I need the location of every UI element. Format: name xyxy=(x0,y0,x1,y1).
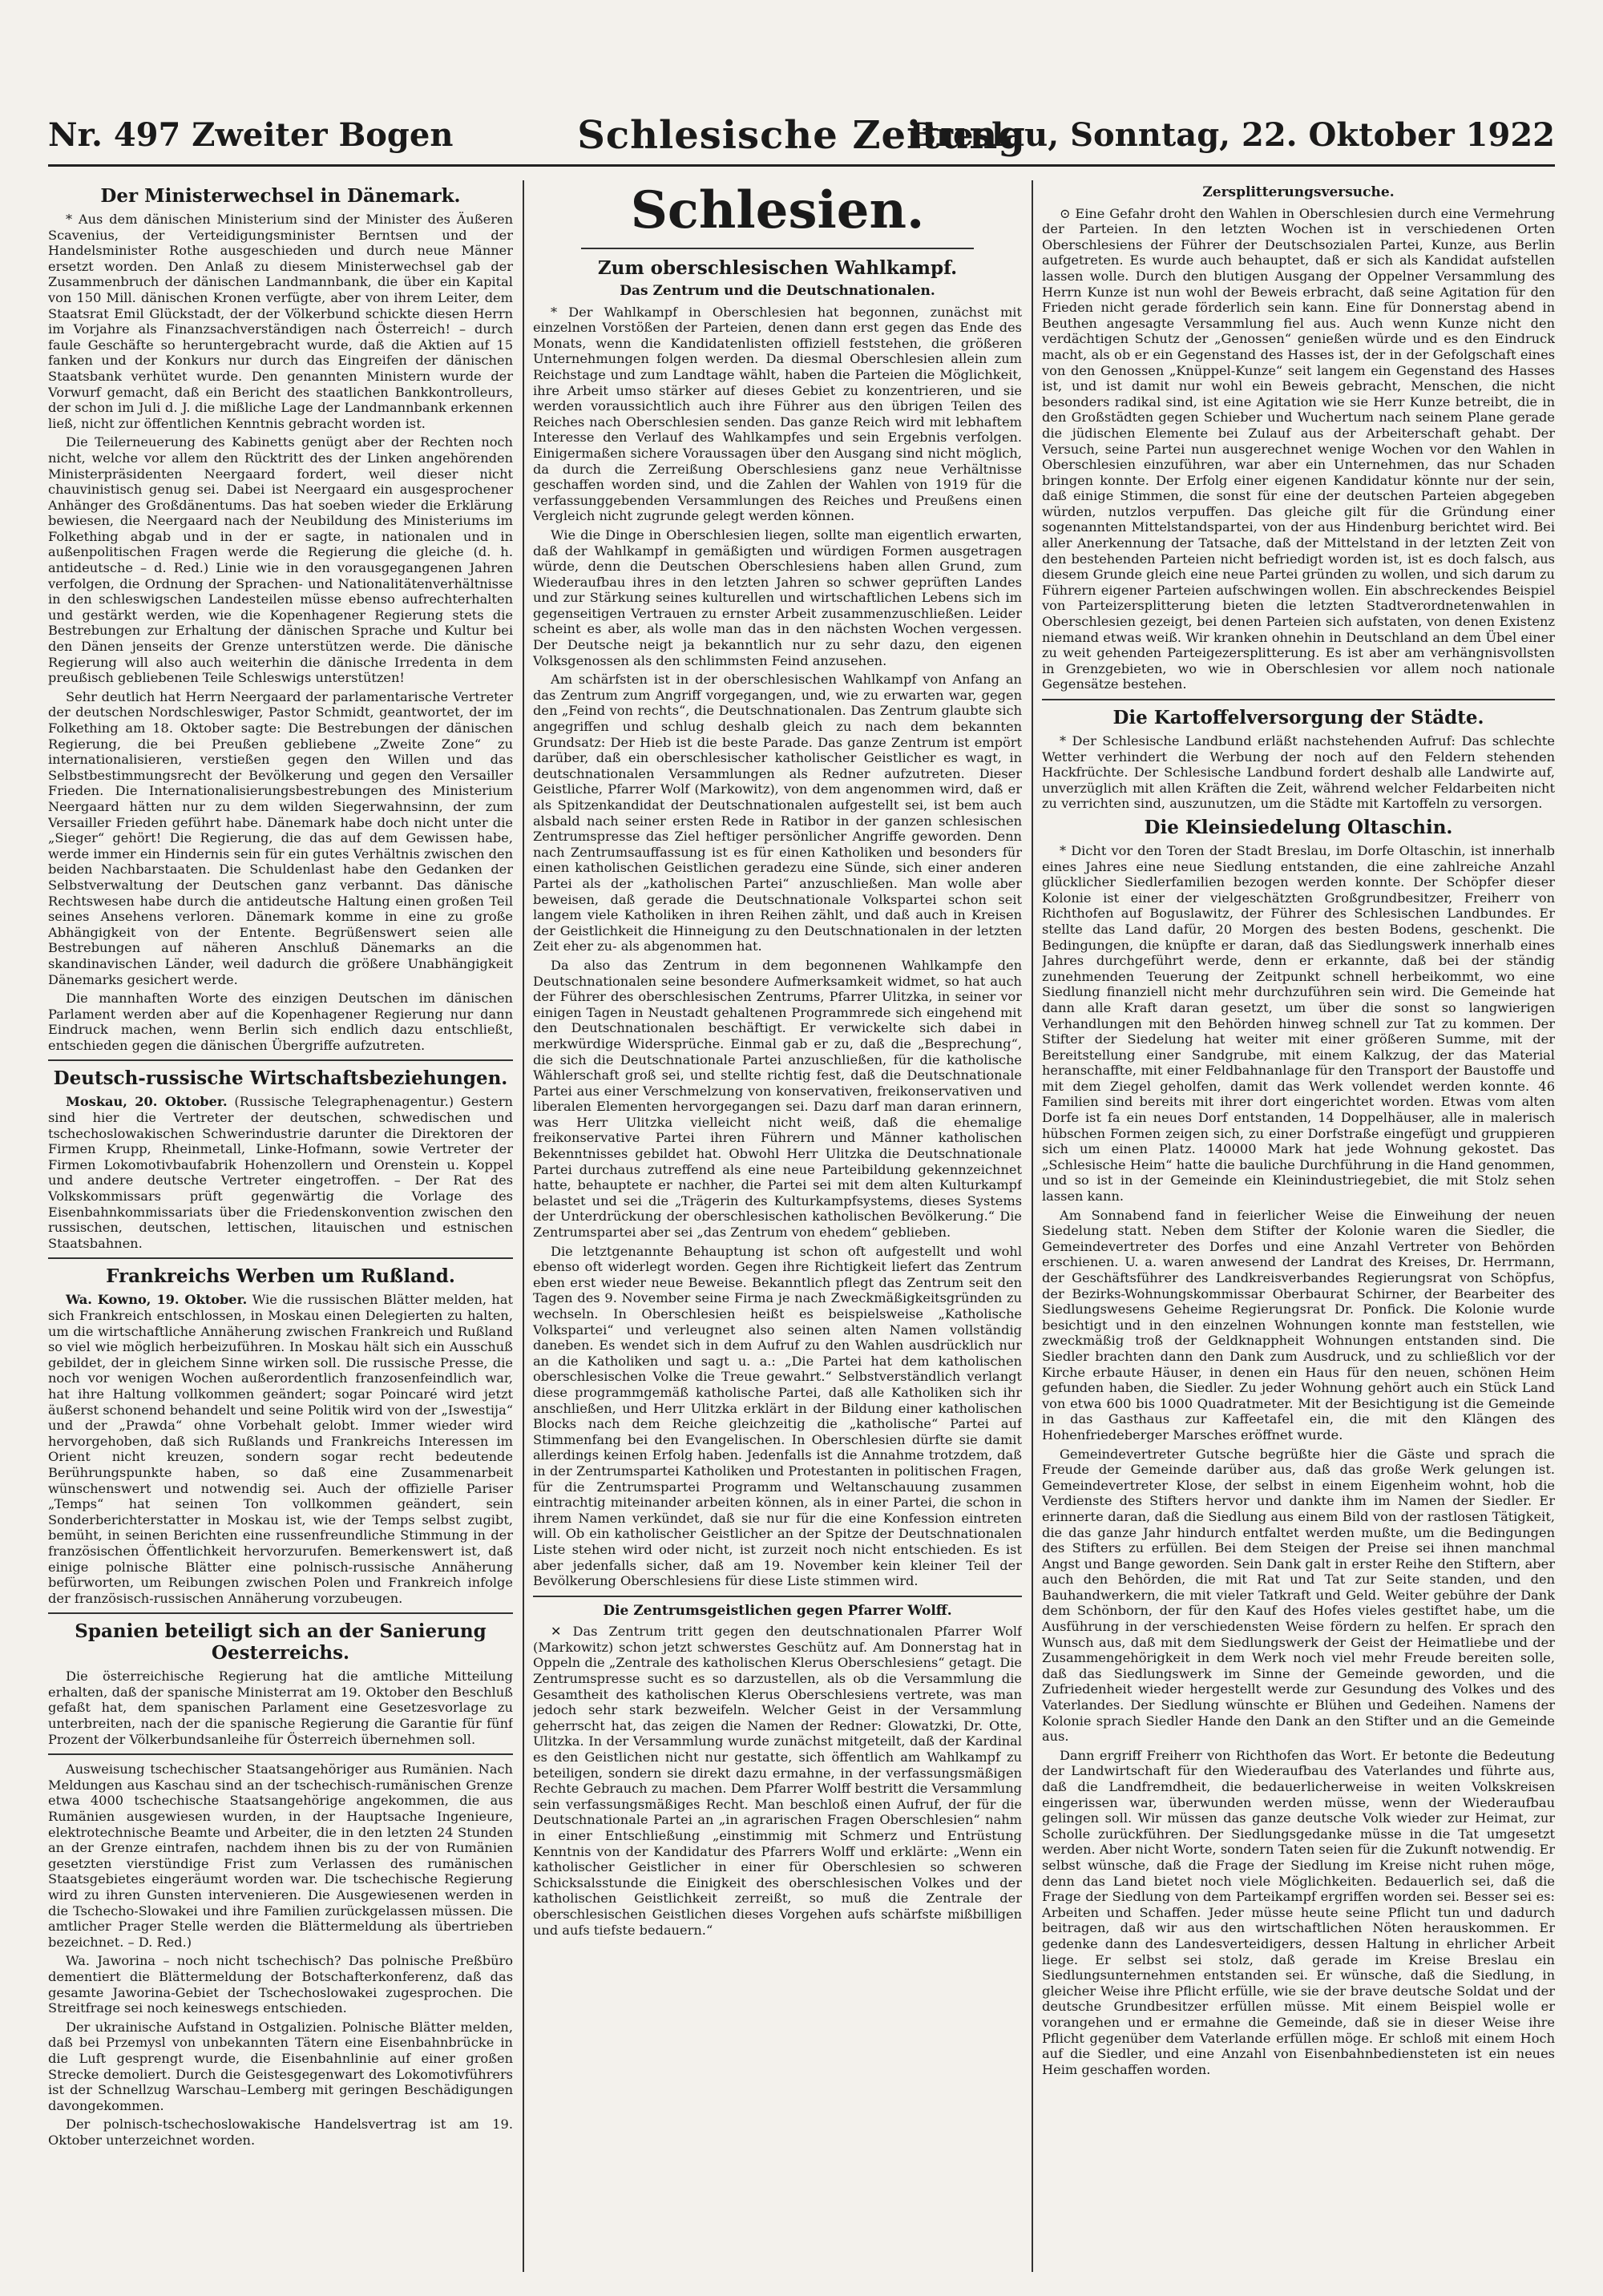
headline-zersplitterung: Zersplitterungsversuche. xyxy=(1202,184,1395,200)
headline-kartoffel: Die Kartoffelversorgung der Städte. xyxy=(1112,707,1484,728)
article-text: (Russische Telegraphenagentur.) Gestern sind hier die Vertreter der deutschen, schwedischen und tschechoslowakischen Schwerindustrie darunter die Direktoren der Firmen Krupp, Rheinmetall, Linke-Hofmann, sowie Vertreter der Firmen Lokomotivbaufabrik Hohenzollern und Orenstein u. Koppel und andere deutsche Vertreter eingetroffen. – Der Rat des Volkskommissars prüft gegenwärtig die Vorlage des Eisenbahnkommissariats über die Friedenskonvention zwischen den russischen, deutschen, lettischen, litauischen und estnischen Staatsbahnen. xyxy=(48,1094,513,1251)
article-paragraph: Sehr deutlich hat Herrn Neergaard der parlamentarische Vertreter der deutschen Nordschleswiger, Pastor Schmidt, geantwortet, der im Folkething am 18. Oktober sagte: Die Bestrebungen der dänischen Regierung, die bei Preußen gebliebene „Zweite Zone“ zu internationalisieren, verstießen gegen den Willen und das Selbstbestimmungsrecht der Bevölkerung und gegen den Versailler Frieden. Die Internationalisierungsbestrebungen des Ministerium Neergaard hätten nur zu dem wilden Siegerwahnsinn, der zum Versailler Frieden geführt habe. Dänemark habe doch nicht unter die „Sieger“ gehört! Die Regierung, die das auf dem Gewissen habe, werde immer ein Hindernis sein für ein gutes Verhältnis zwischen den beiden Nachbarstaaten. Die Schuldenlast habe den Gedanken der Selbstverwaltung der Deutschen ganz verbannt. Das dänische Rechtswesen habe durch die antideutsche Haltung einen großen Teil seines Ansehens verloren. Dänemark komme in eine zu große Abhängigkeit von der Entente. Begrüßenswert seien alle Bestrebungen auf näheren Anschluß Dänemarks an die skandinavischen Länder, weil dadurch die größere Unabhängigkeit Dänemarks gesichert werde. xyxy=(48,688,513,987)
news-item: Wa. Jaworina – noch nicht tschechisch? Das polnische Preßbüro dementiert die Blättermeldung der Botschafterkonferenz, daß das gesamte Jaworina-Gebiet der Tschechoslowakei zugesprochen. Die Streitfrage sei noch keineswegs entschieden. xyxy=(48,1953,513,2016)
subheadline-pfarrer-wolff: Die Zentrumsgeistlichen gegen Pfarrer Wolff. xyxy=(603,1602,952,1619)
news-item: Ausweisung tschechischer Staatsangehöriger aus Rumänien. Nach Meldungen aus Kaschau sind an der tschechisch-rumänischen Grenze etwa 4000 tschechische Staatsangehörige angekommen, die aus Rumänien ausgewiesen wurden, in der Hauptsache Ingenieure, elektrotechnische Beamte und Arbeiter, die in den letzten 24 Stunden an der Grenze eintrafen, nachdem ihnen bis zu der von Rumänien gesetzten vierstündige Frist zum Verlassen des rumänischen Staatsgebietes eingeräumt worden war. Die tschechische Regierung wird zu ihren Gunsten intervenieren. Die Ausgewiesenen werden in die Tschecho-Slowakei und ihre Familien zurückgelassen müssen. Die amtlicher Prager Stelle werden die Blättermeldung als übertrieben bezeichnet. – D. Red.) xyxy=(48,1761,513,1950)
newspaper-title: Schlesische Zeitung xyxy=(577,113,1026,158)
article-paragraph: Am Sonnabend fand in feierlicher Weise die Einweihung der neuen Siedelung statt. Neben dem Stifter der Kolonie waren die Siedler, die Gemeindevertreter des Dorfes und eine Anzahl Vertreter von Behörden erschienen. U. a. waren anwesend der Landrat des Kreises, Dr. Herrmann, der Geschäftsführer des Landkreisverbandes Regierungsrat von Schöpfus, der Bezirks-Wohnungskommissar Oberbaurat Schirner, der Bearbeiter des Siedlungswesens Geheime Regierungsrat Dr. Ponfick. Die Kolonie wurde besichtigt und in den einzelnen Wohnungen konnte man feststellen, wie zweckmäßig troß der Geldknappheit Wohnungen entstanden sind. Die Siedler brachten dann den Dank zum Ausdruck, und zu schließlich vor der Kirche erbaute Häuser, in denen ein Haus für den neuen, schönen Heim gefunden haben, die Siedler. Zu jeder Wohnung gehört auch ein Stück Land von etwa 600 bis 1000 Quadratmeter. Mit der Besichtigung ist die Gemeinde in das Gasthaus zur Kaffeetafel ein, die mit den Klängen des Hohenfriedeberger Marsches eröffnet wurde. xyxy=(1042,1207,1555,1443)
article-paragraph: Die letztgenannte Behauptung ist schon oft aufgestellt und wohl ebenso oft widerlegt worden. Gegen ihre Richtigkeit liefert das Zentrum eben erst wieder neue Beweise. Bekanntlich pflegt das Zentrum seit den Tagen des 9. November seine Firma je nach Zweckmäßigkeitsgründen zu wechseln. In Oberschlesien heißt es beispielsweise „Katholische Volkspartei“ und verleugnet also seinen alten Namen vollständig daneben. Es wendet sich in dem Aufruf zu den Wahlen ausdrücklich nur an die Katholiken und sagt u. a.: „Die Partei hat dem katholischen oberschlesischen Volke die Treue gewahrt.“ Selbstverständlich verlangt diese programmgemäß katholische Partei, daß alle Katholiken sich ihr anschließen, und Herr Ulitzka erklärt in der Bildung einer katholischen Blocks nach dem Reiche gleichzeitig die „katholische“ Partei auf Stimmenfang bei den Evangelischen. In Oberschlesien dürfte sie damit allerdings keinen Erfolg haben. Jedenfalls ist die Annahme trotzdem, daß in der Zentrumspartei Katholiken und Protestanten in politischen Fragen, für die Zentrumspartei Programm und Weltanschauung zusammen eintrachtig miteinander arbeiten können, als in einer Partei, die schon in ihrem Namen verkündet, daß sie nur für die eine Konfession eintreten will. Ob ein katholischer Geistlicher an der Spitze der Deutschnationalen Liste stehen wird oder nicht, ist zurzeit noch nicht entschieden. Es ist aber jedenfalls sicher, daß am 19. November kein kleiner Teil der Bevölkerung Oberschlesiens für diese Liste stimmen wird. xyxy=(533,1243,1022,1589)
headline-frankreich: Frankreichs Werben um Rußland. xyxy=(106,1265,455,1288)
article-text: Wie die russischen Blätter melden, hat sich Frankreich entschlossen, in Moskau einen Delegierten zu halten, um die wirtschaftliche Annäherung zwischen Frankreich und Rußland so viel wie möglich herbeizuführen. In Moskau hält sich ein Ausschuß gebildet, der in gleichem Sinne wirken soll. Die russische Presse, die noch vor wenigen Wochen außerordentlich franzosenfeindlich war, hat ihre Haltung vollkommen geändert; sogar Poincaré wird jetzt äußerst schonend behandelt und seine Politik wird von der „Iswestija“ und der „Prawda“ ohne Vorbehalt gelobt. Immer wieder wird hervorgehoben, daß sich Rußlands und Frankreichs Interessen im Orient nicht kreuzen, sondern sogar recht bedeutende Berührungspunkte haben, so daß eine Zusammenarbeit wünschenswert und notwendig sei. Auch der offizielle Pariser „Temps“ hat seinen Ton vollkommen geändert, sein Sonderberichterstatter in Moskau ist, wie der Temps selbst zugibt, bemüht, in seinen Berichten eine russenfreundliche Stimmung in der französischen Öffentlichkeit hervorzurufen. Bemerkenswert ist, daß einige polnische Blätter eine polnisch-russische Annäherung befürworten, um Reibungen zwischen Polen und Frankreich infolge der französisch-russischen Annäherung vorzubeugen. xyxy=(48,1292,513,1606)
article-paragraph: Dann ergriff Freiherr von Richthofen das Wort. Er betonte die Bedeutung der Landwirtschaft für den Wiederaufbau des Vaterlandes und führte aus, daß die Landfremdheit, die bedauerlicherweise in weiten Volkskreisen eingerissen war, überwunden werden müsse, wenn der Wiederaufbau gelingen soll. Wir müssen das ganze deutsche Volk wieder zur Heimat, zur Scholle zurückführen. Der Siedlungsgedanke müsse in die Tat umgesetzt werden. Aber nicht Worte, sondern Taten seien für die Zukunft notwendig. Er selbst wünsche, daß die Frage der Siedlung im Kreise nicht ruhen möge, denn das Land bietet noch viele Möglichkeiten. Bedauerlich sei, daß die Frage der Siedlung von dem Parteikampf ergriffen worden sei. Besser sei es: Arbeiten und Schaffen. Jeder müsse heute seine Pflicht tun und dadurch beitragen, daß wir aus den wirtschaftlichen Nöten herauskommen. Er gedenke dann des Landesverteidigers, dessen Haltung in ehrlicher Arbeit liege. Er selbst sei stolz, daß gerade im Kreise Breslau ein Siedlungsunternehmen entstanden sei. Er wünsche, daß die Siedlung, in gleicher Weise ihre Pflicht erfülle, wie sie der brave deutsche Soldat und der deutsche Grundbesitzer erfüllen müsse. Mit einem Beispiel wolle er vorangehen und er ermahne die Gemeinde, daß sie in dieser Weise ihre Pflicht gegenüber dem Vaterlande erfüllen möge. Er schloß mit einem Hoch auf die Siedler, und eine Anzahl von Eisenbahnbediensteten ist ein neues Heim geschaffen worden. xyxy=(1042,1747,1555,2077)
article-paragraph: Wie die Dinge in Oberschlesien liegen, sollte man eigentlich erwarten, daß der Wahlkampf in gemäßigten und würdigen Formen ausgetragen würde, denn die Deutschen Oberschlesiens haben allen Grund, zum Wiederaufbau ihres in den letzten Jahren so schwer geprüften Landes und zur Stärkung seines kulturellen und wirtschaftlichen Lebens sich im gegenseitigen Vertrauen zu ernster Arbeit zusammenzuschließen. Leider scheint es aber, als wolle man das in den nächsten Wochen vergessen. Der Deutsche neigt ja bekanntlich nur zu sehr dazu, den eigenen Volksgenossen als den schlimmsten Feind anzusehen. xyxy=(533,527,1022,668)
column-rule xyxy=(523,180,524,2272)
article-paragraph: Die Teilerneuerung des Kabinetts genügt aber der Rechten noch nicht, welche vor allem den Rücktritt des der Linken angehörenden Ministerpräsidenten Neergaard fordert, weil dieser nicht chauvinistisch genug sei. Dabei ist Neergaard ein ausgesprochener Anhänger des Großdänentums. Das hat soeben wieder die Erklärung bewiesen, die Neergaard nach der Neubildung des Ministeriums im Folkething abgab und in der er sagte, in nationalen und in außenpolitischen Fragen werde die Regierung die gleiche (d. h. antideutsche – d. Red.) Linie wie in den vorausgegangenen Jahren verfolgen, die Ordnung der Sprachen- und Nationalitätenverhältnisse in den schleswigschen Landesteilen müsse ebenso aufrechterhalten und gestärkt werden, wie die Kopenhagener Regierung stets die Bestrebungen zur Erhaltung der dänischen Sprache und Kultur bei den Dänen jenseits der Grenze unterstützen werde. Die dänische Regierung will also auch weiterhin die dänische Irredenta in dem preußisch gebliebenen Teile Schleswigs unterstützen! xyxy=(48,434,513,686)
issue-number: Nr. 497 Zweiter Bogen xyxy=(48,116,454,154)
news-item: Der polnisch-tschechoslowakische Handelsvertrag ist am 19. Oktober unterzeichnet worden. xyxy=(48,2116,513,2148)
masthead xyxy=(48,113,1555,167)
dateline: Breslau, Sonntag, 22. Oktober 1922 xyxy=(909,116,1555,154)
article-divider xyxy=(48,1753,513,1755)
article-paragraph: * Aus dem dänischen Ministerium sind der Minister des Äußeren Scavenius, der Verteidigungsminister Berntsen und der Handelsminister Rothe ausgeschieden und durch neue Männer ersetzt worden. Den Anlaß zu diesem Ministerwechsel gab der Zusammenbruch der dänischen Landmannbank, die über ein Kapital von 150 Mill. dänischen Kronen verfügte, aber von ihrem Leiter, dem Staatsrat Emil Glückstadt, der der Völkerbund schickte diesen Herrn im Vorjahre als Finanzsachverständigen nach Österreich! – durch faule Geschäfte so heruntergebracht wurde, daß die Aktien auf 15 fanken und der Konkurs nur durch das Eingreifen der dänischen Staatsbank verhütet wurde. Den genannten Ministern wurde der Vorwurf gemacht, daß ein Bericht des staatlichen Bankkontrolleurs, der schon im Juli d. J. die mißliche Lage der Landmannbank erkennen ließ, nicht zur öffentlichen Kenntnis gebracht worden ist. xyxy=(48,212,513,431)
article-paragraph: ⊙ Eine Gefahr droht den Wahlen in Oberschlesien durch eine Vermehrung der Parteien. In den letzten Wochen ist in verschiedenen Orten Oberschlesiens der Führer der Deutschsozialen Partei, Kunze, aus Berlin aufgetreten. Es wurde auch behauptet, daß er sich als Kandidat aufstellen lassen wolle. Durch den blutigen Ausgang der Oppelner Versammlung des Herrn Kunze ist nun wohl der Beweis erbracht, daß seine Agitation für den Frieden nicht gerade förderlich sein kann. Eine für Donnerstag abend in Beuthen angesagte Versammlung fiel aus. Auch wenn Kunze nicht den verdächtigen Schutz der „Genossen“ genießen würde und es den Eindruck macht, als ob er ein Gegenstand des Hasses ist, der in der Gefolgschaft eines von den Genossen „Knüppel-Kunze“ seit langem ein Gegenstand des Hasses ist, und ist damit nur wohl ein Beweis gebracht, Menschen, die nicht besonders radikal sind, ist eine Agitation wie sie Herr Kunze betreibt, die in den Großstädten gegen Schieber und Wuchertum nach seinem Plane gerade die jüdischen Elemente bei Zulauf aus der Arbeiterschaft gehabt. Der Versuch, seine Partei nun ausgerechnet wenige Wochen vor den Wahlen in Oberschlesien einzuführen, war aber ein Unternehmen, das nur Schaden bringen konnte. Der Erfolg einer eigenen Kandidatur könnte nur der sein, daß einige Stimmen, die sonst für eine der deutschen Parteien abgegeben würden, nutzlos verpuffen. Das gleiche gilt für die Gründung einer sogenannten Mittelstandspartei, von der aus Hindenburg berichtet wird. Bei aller Anerkennung der Tatsache, daß der Mittelstand in der letzten Zeit von den bestehenden Parteien nicht befriedigt worden ist, ist es doch falsch, aus diesem Grunde gleich eine neue Partei gründen zu wollen, und sich darum zu Führern eigener Parteien aufschwingen wollen. Ein abschreckendes Beispiel von Parteizersplitterung bieten die letzten Stadtverordnetenwahlen in Oberschlesien gezeigt, bei denen Parteien sich aufstaten, von denen Existenz niemand etwas weiß. Wir kranken ohnehin in Deutschland an dem Übel einer zu weit gehenden Parteigezersplitterung. Es ist aber am verhängnisvollsten in Grenzgebieten, wo wie in Oberschlesien vor allem noch nationale Gegensätze bestehen. xyxy=(1042,205,1555,692)
column-rule xyxy=(1032,180,1033,2272)
article-divider xyxy=(48,1257,513,1259)
column-middle xyxy=(533,180,1022,2272)
article-divider xyxy=(48,1059,513,1061)
headline-deutsch-russisch: Deutsch-russische Wirtschaftsbeziehungen. xyxy=(53,1067,508,1090)
article-paragraph: Da also das Zentrum in dem begonnenen Wahlkampfe den Deutschnationalen seine besondere Aufmerksamkeit widmet, so hat auch der Führer des oberschlesischen Zentrums, Pfarrer Ulitzka, in seiner vor einigen Tagen in Neustadt gehaltenen Programmrede sich eingehend mit den Deutschnationalen beschäftigt. Er verwickelte sich dabei in merkwürdige Widersprüche. Einmal gab er zu, daß die „Besprechung“, die sich die Deutschnationale Partei anzuschließen, für die katholische Wählerschaft groß sei, und stellte richtig fest, daß die Deutschnationale Partei aus einer Verschmelzung von konservativen, freikonservativen und liberalen Elementen hervorgegangen sei. Dazu darf man daran erinnern, was Herr Ulitzka vielleicht nicht weiß, daß die ehemalige freikonservative Partei ihren Führern und Männer katholischen Bekenntnisses gebildet hat. Obwohl Herr Ulitzka die Deutschnationale Partei durchaus zutreffend als eine neue Parteibildung gekennzeichnet hatte, behauptete er nachher, die Partei sei mit dem alten Kulturkampf belastet und sei die „Trägerin des Kulturkampfsystems, dieses Systems der Unterdrückung der oberschlesischen katholischen Bevölkerung.“ Die Zentrumspartei aber sei „das Zentrum von ehedem“ geblieben. xyxy=(533,957,1022,1241)
dateline-moskau: Moskau, 20. Oktober. xyxy=(66,1094,228,1110)
article-paragraph: Die österreichische Regierung hat die amtliche Mitteilung erhalten, daß der spanische Ministerrat am 19. Oktober den Beschluß gefaßt hat, dem spanischen Parlament eine Gesetzesvorlage zu unterbreiten, nach der die spanische Regierung die Garantie für fünf Prozent der Völkerbundsanleihe für Österreich übernehmen soll. xyxy=(48,1669,513,1747)
news-item: Der ukrainische Aufstand in Ostgalizien. Polnische Blätter melden, daß bei Przemysl von unbekannten Tätern eine Eisenbahnbrücke in die Luft gesprengt wurde, die Eisenbahnlinie auf einer großen Strecke demoliert. Durch die Geistesgegenwart des Lokomotivführers ist der Schnellzug Warschau–Lemberg mit geringen Beschädigungen davongekommen. xyxy=(48,2019,513,2113)
section-divider xyxy=(581,248,974,249)
section-title-schlesien: Schlesien. xyxy=(630,180,925,240)
headline-ministerwechsel: Der Ministerwechsel in Dänemark. xyxy=(100,185,461,207)
article-paragraph: ✕ Das Zentrum tritt gegen den deutschnationalen Pfarrer Wolf (Markowitz) schon jetzt schwerstes Geschütz auf. Am Donnerstag hat in Oppeln die „Zentrale des katholischen Klerus Oberschlesiens“ getagt. Die Zentrumspresse sucht es so darzustellen, als ob die Versammlung die Gesamtheit des katholischen Klerus Oberschlesiens vertrete, was man jedoch sehr stark bezweifeln. Welcher Geist in der Versammlung geherrscht hat, das zeigen die Namen der Redner: Glowatzki, Dr. Otte, Ulitzka. In der Versammlung wurde zunächst mitgeteilt, daß der Kardinal es den Geistlichen nicht nur gestatte, sich öffentlich am Wahlkampf zu beteiligen, sondern sie direkt dazu ermahne, in der verfassungsmäßigen Rechte Gebrauch zu machen. Dem Pfarrer Wolff bestritt die Versammlung sein verfassungsmäßiges Recht. Man beschloß einen Aufruf, der für die Deutschnationale Partei an „in agrarischen Fragen Oberschlesien“ nahm in einer Entschließung „einstimmig mit Schmerz und Entrüstung Kenntnis von der Kandidatur des Pfarrers Wolff und erklärte: „Wenn ein katholischer Geistlicher in einer für Oberschlesien so schweren Schicksalsstunde die Einigkeit des oberschlesischen Volkes und der katholischen Geistlichkeit zerreißt, so muß die Zentrale der oberschlesischen Geistlichen dieses Vorgehen aufs schärfste mißbilligen und aufs tiefste bedauern.“ xyxy=(533,1624,1022,1938)
article-divider xyxy=(1042,699,1555,700)
article-paragraph xyxy=(48,1292,513,1606)
article-paragraph: * Dicht vor den Toren der Stadt Breslau, im Dorfe Oltaschin, ist innerhalb eines Jahres eine neue Siedlung entstanden, die eine zahlreiche Anzahl glücklicher Siedlerfamilien bezogen werden konnte. Der Schöpfer dieser Kolonie ist einer der vielgeschätzten Großgrundbesitzer, Freiherr von Richthofen auf Boguslawitz, der Führer des Schlesischen Landbundes. Er stellte das Land dafür, 20 Morgen des besten Bodens, geschenkt. Die Bedingungen, die knüpfte er daran, daß das Siedlungswerk innerhalb eines Jahres durchgeführt werde, denn er erkannte, daß bei der ständig zunehmenden Teuerung der Zeitpunkt schnell herbeikommt, wo eine Siedlung finanziell nicht mehr durchzuführen sein wird. Die Gemeinde hat dann alle Kraft daran gesetzt, um über die sonst so langwierigen Verhandlungen mit den Behörden hinweg schnell zur Tat zu kommen. Der Stifter der Siedelung hat weiter mit einer größeren Summe, mit der Bereitstellung einer Sandgrube, mit einem Kalkzug, der das Material heranschaffte, mit einer Feldbahnanlage für den Transport der Baustoffe und mit dem Ziegel geholfen, damit das Werk vollendet werden konnte. 46 Familien sind bereits mit ihrer dort eingerichtet worden. Etwas vom alten Dorfe ist fa ein neues Dorf entstanden, 14 Doppelhäuser, alle in malerisch hübschen Formen zeigen sich, zu einer Dorfstraße eingefügt und gruppieren sich um einen Platz. 140000 Mark hat jede Wohnung gekostet. Das „Schlesische Heim“ hatte die bauliche Durchführung in die Hand genommen, und so ist in der Gemeinde ein Kleinindustriegebiet, die mit Stolz sehen lassen kann. xyxy=(1042,842,1555,1204)
article-paragraph: Gemeindevertreter Gutsche begrüßte hier die Gäste und sprach die Freude der Gemeinde darüber aus, daß das große Werk gelungen ist. Gemeindevertreter Klose, der selbst in einem Eigenheim wohnt, hob die Verdienste des Stifters hervor und dankte ihm im Namen der Siedler. Er erinnerte daran, daß die Siedlung aus einem Bild von der rastlosen Tätigkeit, die das ganze Jahr hindurch entfaltet werden mußte, um die Bedingungen des Stifters zu erfüllen. Bei dem Steigen der Preise sei ihnen manchmal Angst und Bange geworden. Sein Dank galt in erster Reihe den Stiftern, aber auch den Behörden, die mit Rat und Tat zur Seite standen, und den Bauhandwerkern, die mit vieler Tatkraft und Geld. Weiter gebühre der Dank dem Schönborn, der für den Kauf des Hofes vieles gestiftet habe, um die Ausführung in der verschiedensten Weise fördern zu helfen. Er sprach den Wunsch aus, daß mit dem Siedlungswerk der Geist der Heimatliebe und der Zusammengehörigkeit in dem Werk noch viel mehr Freude bereiten solle, daß das Siedlungswerk im Sinne der Gemeinde geworden, und die Zufriedenheit wieder hergestellt werde zur Gesundung des Volkes und des Vaterlandes. Der Siedlung wünschte er Blühen und Gedeihen. Namens der Kolonie sprach Siedler Hande den Dank an den Stifter und an die Gemeinde aus. xyxy=(1042,1446,1555,1745)
dateline-kowno: Wa. Kowno, 19. Oktober. xyxy=(66,1292,248,1308)
headline-spanien: Spanien beteiligt sich an der Sanierung Oesterreichs. xyxy=(75,1620,487,1664)
subheadline-zentrum: Das Zentrum und die Deutschnationalen. xyxy=(620,283,935,299)
article-divider xyxy=(48,1612,513,1614)
headline-wahlkampf: Zum oberschlesischen Wahlkampf. xyxy=(597,257,958,279)
article-paragraph xyxy=(48,1094,513,1251)
article-paragraph: Am schärfsten ist in der oberschlesischen Wahlkampf von Anfang an das Zentrum zum Angriff vorgegangen, und, wie zu erwarten war, gegen den „Feind von rechts“, die Deutschnationalen. Das Zentrum glaubte sich angegriffen und schlug deshalb gleich zu nach dem bekannten Grundsatz: Der Hieb ist die beste Parade. Das ganze Zentrum ist empört darüber, daß ein oberschlesischer katholischer Geistlicher es wagt, in deutschnationalen Versammlungen als Redner aufzutreten. Dieser Geistliche, Pfarrer Wolf (Markowitz), von dem angenommen wird, daß er als Spitzenkandidat der Deutschnationalen aufgestellt sei, ist bem auch alsbald nach seiner ersten Rede in Ratibor in der ganzen schlesischen Zentrumspresse das Ziel heftiger persönlicher Angriffe geworden. Denn nach Zentrumsauffassung ist es für einen Katholiken und besonders für einen katholischen Geistlichen geradezu eine Sünde, sich einer anderen Partei als der „katholischen Partei“ anzuschließen. Man wolle aber beweisen, daß gerade die Deutschnationale Volkspartei schon seit langem viele Katholiken in ihren Reihen zählt, und daß auch in Kreisen der Geistlichkeit die Hinneigung zu den Deutschnationalen in der letzten Zeit eher zu- als abgenommen hat. xyxy=(533,672,1022,954)
article-paragraph: Die mannhaften Worte des einzigen Deutschen im dänischen Parlament werden aber auf die Kopenhagener Regierung nur dann Eindruck machen, wenn Berlin sich endlich dazu entschließt, entschieden gegen die dänischen Übergriffe aufzutreten. xyxy=(48,991,513,1053)
column-left xyxy=(48,180,513,2272)
headline-kleinsiedelung: Die Kleinsiedelung Oltaschin. xyxy=(1144,816,1453,838)
article-paragraph: * Der Wahlkampf in Oberschlesien hat begonnen, zunächst mit einzelnen Vorstößen der Parteien, denen dann erst gegen das Ende des Monats, wenn die Kandidatenlisten offiziell feststehen, die größeren Unternehmungen folgen werden. Da diesmal Oberschlesien allein zum Reichstage und zum Landtage wählt, haben die Parteien die Möglichkeit, ihre Arbeit umso stärker auf dieses Gebiet zu konzentrieren, und sie werden voraussichtlich auch ihre Führer aus den übrigen Teilen des Reiches nach Oberschlesien senden. Das ganze Reich wird mit lebhaftem Interesse den Verlauf des Wahlkampfes und sein Ergebnis verfolgen. Einigermaßen sichere Voraussagen über den Ausgang sind nicht möglich, da durch die Zerreißung Oberschlesiens ganz neue Verhältnisse geschaffen worden sind, und die Zahlen der Wahlen von 1919 für die verfassunggebenden Versammlungen des Reiches und Preußens einen Vergleich nicht zugrunde gelegt werden können. xyxy=(533,304,1022,524)
article-paragraph: * Der Schlesische Landbund erläßt nachstehenden Aufruf: Das schlechte Wetter verhindert die Werbung der noch auf den Feldern stehenden Hackfrüchte. Der Schlesische Landbund fordert deshalb alle Landwirte auf, unverzüglich mit allen Kräften die Zeit, während welcher Feldarbeiten nicht zu verrichten sind, auszunutzen, um die Städte mit Kartoffeln zu versorgen. xyxy=(1042,733,1555,812)
article-divider xyxy=(533,1596,1022,1597)
column-right xyxy=(1042,180,1555,2272)
